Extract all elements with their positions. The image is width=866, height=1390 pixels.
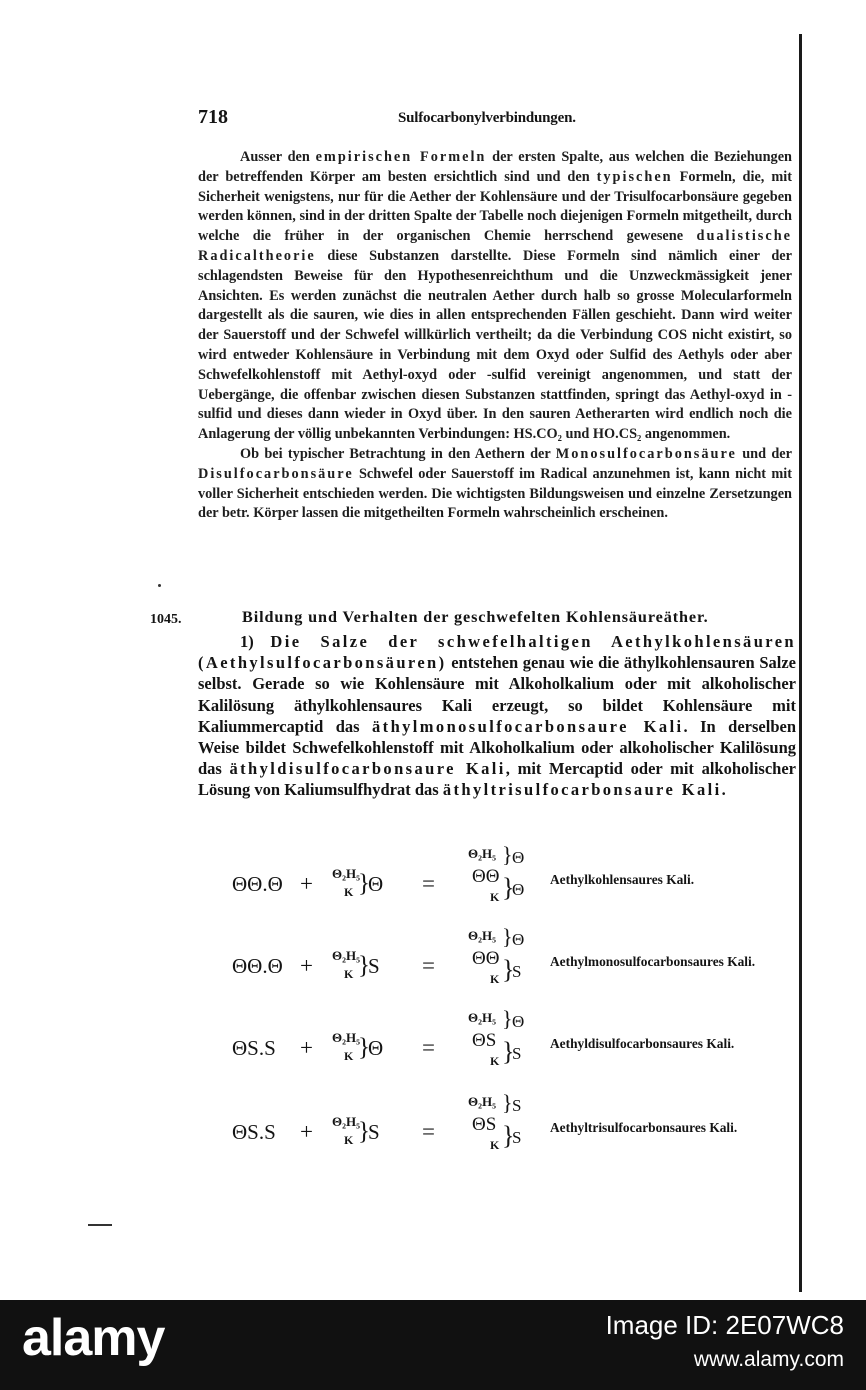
spaced-term: typischen <box>596 168 673 185</box>
text-run: Formeln, die, mit Sicherheit wenigstens, nur für die Aether der Kohlensäure und der Trisulfocarbonsäure gegeben werden können, sind in der dritten Spalte der Tabelle noch diejenigen Formeln mitgetheilt, durch welche die früher in der organischen Chemie herrschend gewesene <box>198 168 792 245</box>
equation-4 <box>200 1090 800 1164</box>
plus-sign: + <box>300 1119 313 1144</box>
equals-sign: = <box>422 1035 435 1060</box>
equals-sign: = <box>422 871 435 896</box>
spaced-term: Disulfocarbonsäure <box>198 465 354 482</box>
product-radical: Θ₂H₅ <box>468 928 497 943</box>
text-run: . In derselben Weise bildet Schwefelkohlenstoff mit Alkoholkalium oder alkoholischer Kalilösung das <box>198 716 796 779</box>
reagent-potassium: K <box>344 967 354 981</box>
brace-icon: } <box>358 1034 370 1061</box>
product-carbonyl: ΘΘ <box>472 948 500 969</box>
product-atom-2: S <box>512 1044 522 1063</box>
eq-product <box>468 842 548 918</box>
eq-lhs: ΘS.S <box>232 1036 276 1060</box>
product-atom-1: S <box>512 1096 522 1115</box>
section-title: Bildung und Verhalten der geschwefelten Kohlensäureäther. <box>242 608 709 626</box>
reagent-potassium: K <box>344 1133 354 1147</box>
paragraph-2 <box>198 445 792 524</box>
eq-lhs: ΘS.S <box>232 1120 276 1144</box>
brace-icon: } <box>502 1006 513 1031</box>
reagent-atom: S <box>368 1120 380 1144</box>
spaced-term: empirischen Formeln <box>315 149 487 165</box>
site-url: www.alamy.com <box>693 1348 844 1371</box>
section-number: 1045. <box>150 612 182 627</box>
product-radical: Θ₂H₅ <box>468 1010 497 1025</box>
eq-lhs: ΘΘ.Θ <box>232 872 283 896</box>
plus-sign: + <box>300 1035 313 1060</box>
text-run: entstehen genau wie die äthylkohlensauren Salze selbst. Gerade so wie Kohlensäure mit Alkoholkalium oder mit alkoholischer Kalilösung äthylkohlensaures Kali erzeugt, so bildet Kohlensäure mit Kaliummercaptid das <box>198 653 796 736</box>
equals-sign: = <box>422 953 435 978</box>
equation-3 <box>200 1006 800 1080</box>
eq-reagent <box>332 866 422 909</box>
product-atom-1: Θ <box>512 1012 525 1031</box>
spaced-term: Die Salze der schwefelhaltigen Aethylkohlensäuren (Aethylsulfocarbonsäuren) <box>198 632 797 673</box>
product-carbonyl: ΘS <box>472 1030 497 1051</box>
brace-icon: } <box>358 1118 370 1145</box>
spaced-term: äthylmonosulfocarbonsaure Kali <box>372 716 684 736</box>
product-atom-1: Θ <box>512 848 525 867</box>
page-number: 718 <box>198 106 228 128</box>
text-run: , mit Mercaptid oder mit alkoholischer Lösung von Kaliumsulfhydrat das <box>198 759 796 800</box>
text-run: Schwefel oder Sauerstoff im Radical anzunehmen ist, kann nicht mit voller Sicherheit entschieden werden. Die wichtigsten Bildungsweisen und einzelne Zersetzungen der betr. Körper lassen die mitgetheilten Formeln wahrscheinlich erscheinen. <box>198 465 792 522</box>
eq-product <box>468 924 548 1000</box>
product-atom-2: S <box>512 1128 522 1147</box>
eq-reagent <box>332 948 422 991</box>
reagent-atom: Θ <box>368 1036 384 1060</box>
eq-product <box>468 1006 548 1082</box>
brace-icon: } <box>358 870 370 897</box>
reagent-atom: Θ <box>368 872 384 896</box>
text-run: Ausser den <box>240 149 316 165</box>
brace-icon: } <box>358 952 370 979</box>
brace-icon: } <box>502 1121 515 1150</box>
equation-label: Aethyldisulfocarbonsaures Kali. <box>550 1036 735 1051</box>
text-run: diese Substanzen darstellte. Diese Formeln sind nämlich einer der schlagendsten Beweise für den Hypothesenreichthum und die Unzweckmässigkeit jener Ansichten. Es werden zunächst die neutralen Aether durch halb so grosse Molecularformeln dargestellt als die sauren, wie dies in allen entsprechenden Fällen geschieht. Dann wird weiter der Sauerstoff und der Schwefel willkürlich vertheilt; da die Verbindung COS nicht existirt, so wird entweder Kohlensäure in Verbindung mit dem Oxyd oder Sulfid des Aethyls oder aber Schwefelkohlenstoff mit Aethyl-oxyd oder -sulfid vereinigt angenommen, und statt der Uebergänge, die offenbar zwischen diesen Substanzen stattfinden, springt das Aethyl-oxyd in -sulfid und dieses dann wieder in Oxyd über. In den sauren Aetherarten wird endlich noch die Anlagerung der völlig unbekannten Verbindungen: HS.CO₂ und HO.CS₂ angenommen. <box>198 247 792 443</box>
product-atom-2: S <box>512 962 522 981</box>
eq-reagent <box>332 1030 422 1073</box>
equation-1 <box>200 842 800 916</box>
text-run: der ersten Spalte, aus welchen die Beziehungen der betreffenden Körper am besten ersichtlich sind und den <box>198 149 793 185</box>
eq-reagent <box>332 1114 422 1157</box>
plus-sign: + <box>300 953 313 978</box>
spaced-term: äthyldisulfocarbonsaure Kali <box>229 759 506 779</box>
brace-icon: } <box>502 1037 515 1066</box>
product-radical: Θ₂H₅ <box>468 1094 497 1109</box>
image-id: Image ID: 2E07WC8 <box>605 1310 844 1340</box>
text-run: . <box>721 780 726 800</box>
scan-speck <box>158 584 161 587</box>
text-run: 1) <box>240 632 271 651</box>
paragraph-1 <box>198 148 792 445</box>
brace-icon: } <box>502 924 513 949</box>
body-text <box>198 148 792 524</box>
stock-banner <box>0 1300 866 1390</box>
equals-sign: = <box>422 1119 435 1144</box>
product-atom-2: Θ <box>512 880 525 899</box>
scan-mark <box>88 1224 112 1226</box>
product-carbonyl: ΘΘ <box>472 866 500 887</box>
product-potassium: K <box>490 890 500 904</box>
eq-product <box>468 1090 548 1166</box>
brace-icon: } <box>502 1090 513 1115</box>
brace-icon: } <box>502 955 515 984</box>
product-carbonyl: ΘS <box>472 1114 497 1135</box>
brace-icon: } <box>502 873 515 902</box>
product-potassium: K <box>490 1138 500 1152</box>
section-body <box>198 631 796 801</box>
plus-sign: + <box>300 871 313 896</box>
reagent-radical: Θ₂H₅ <box>332 1030 361 1045</box>
section-paragraph <box>198 631 796 801</box>
running-head: Sulfocarbonylverbindungen. <box>398 110 576 126</box>
page-header <box>198 106 794 136</box>
equation-label: Aethylkohlensaures Kali. <box>550 872 695 887</box>
reagent-radical: Θ₂H₅ <box>332 948 361 963</box>
text-run: und der <box>736 445 792 462</box>
product-potassium: K <box>490 972 500 986</box>
product-atom-1: Θ <box>512 930 525 949</box>
spaced-term: Monosulfocarbonsäure <box>555 445 737 462</box>
equation-label: Aethylmonosulfocarbonsaures Kali. <box>550 954 756 969</box>
eq-lhs: ΘΘ.Θ <box>232 954 283 978</box>
spaced-term: dualistische Radicaltheorie <box>198 228 792 264</box>
text-run: Ob bei typischer Betrachtung in den Aethern der <box>240 445 556 462</box>
reagent-radical: Θ₂H₅ <box>332 866 361 881</box>
spaced-term: äthyltrisulfocarbonsaure Kali <box>442 780 722 800</box>
reagent-potassium: K <box>344 1049 354 1063</box>
reagent-atom: S <box>368 954 380 978</box>
equation-2 <box>200 924 800 998</box>
reagent-potassium: K <box>344 885 354 899</box>
brand-logo: alamy <box>22 1309 165 1367</box>
equation-label: Aethyltrisulfocarbonsaures Kali. <box>550 1120 738 1135</box>
reagent-radical: Θ₂H₅ <box>332 1114 361 1129</box>
product-potassium: K <box>490 1054 500 1068</box>
brace-icon: } <box>502 842 513 867</box>
product-radical: Θ₂H₅ <box>468 846 497 861</box>
